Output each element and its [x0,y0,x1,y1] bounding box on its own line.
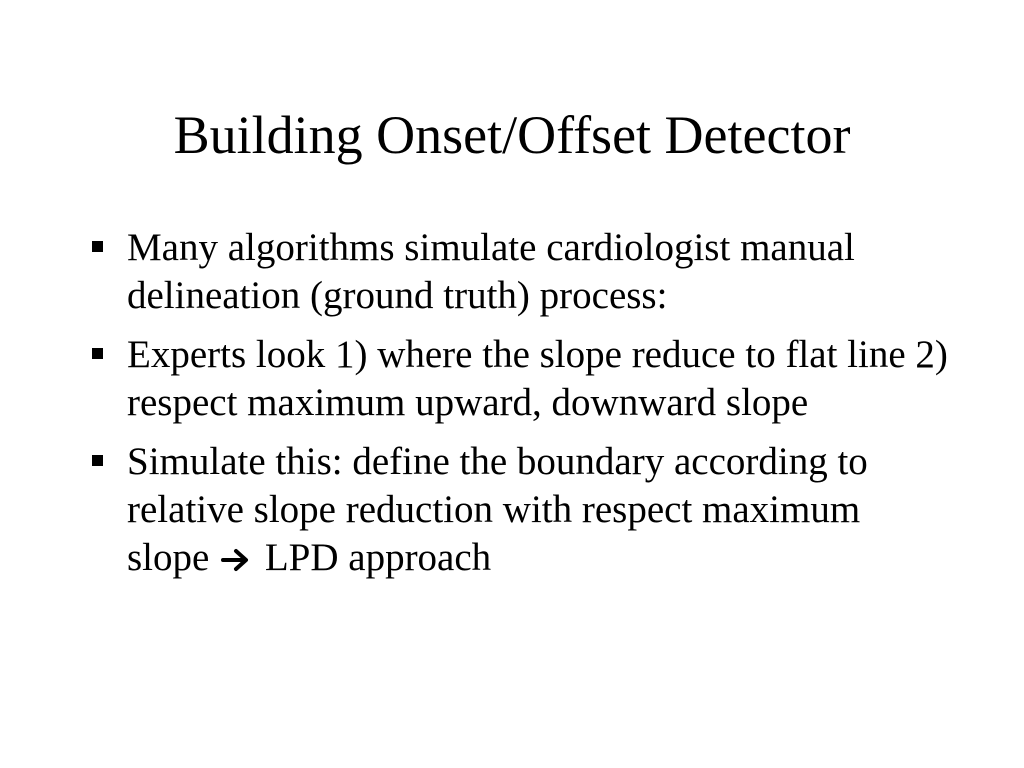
square-bullet-icon [92,455,103,466]
right-arrow-icon [221,537,251,585]
slide-title: Building Onset/Offset Detector [173,105,851,165]
bullet-text-after-arrow: LPD approach [264,536,492,579]
bullet-text [127,438,950,585]
bullet-item [90,331,950,427]
square-bullet-icon [92,241,103,252]
bullet-item [90,224,950,320]
square-bullet-icon [92,348,103,359]
bullet-text: Experts look 1) where the slope reduce to flat line 2) respect maximum upward, downward slope [127,333,948,424]
bullet-text-before-arrow: Simulate this: define the boundary according to relative slope reduction with respect maximum slope [127,440,868,579]
bullet-list [90,224,950,596]
bullet-item [90,438,950,585]
bullet-text: Many algorithms simulate cardiologist manual delineation (ground truth) process: [127,226,855,317]
